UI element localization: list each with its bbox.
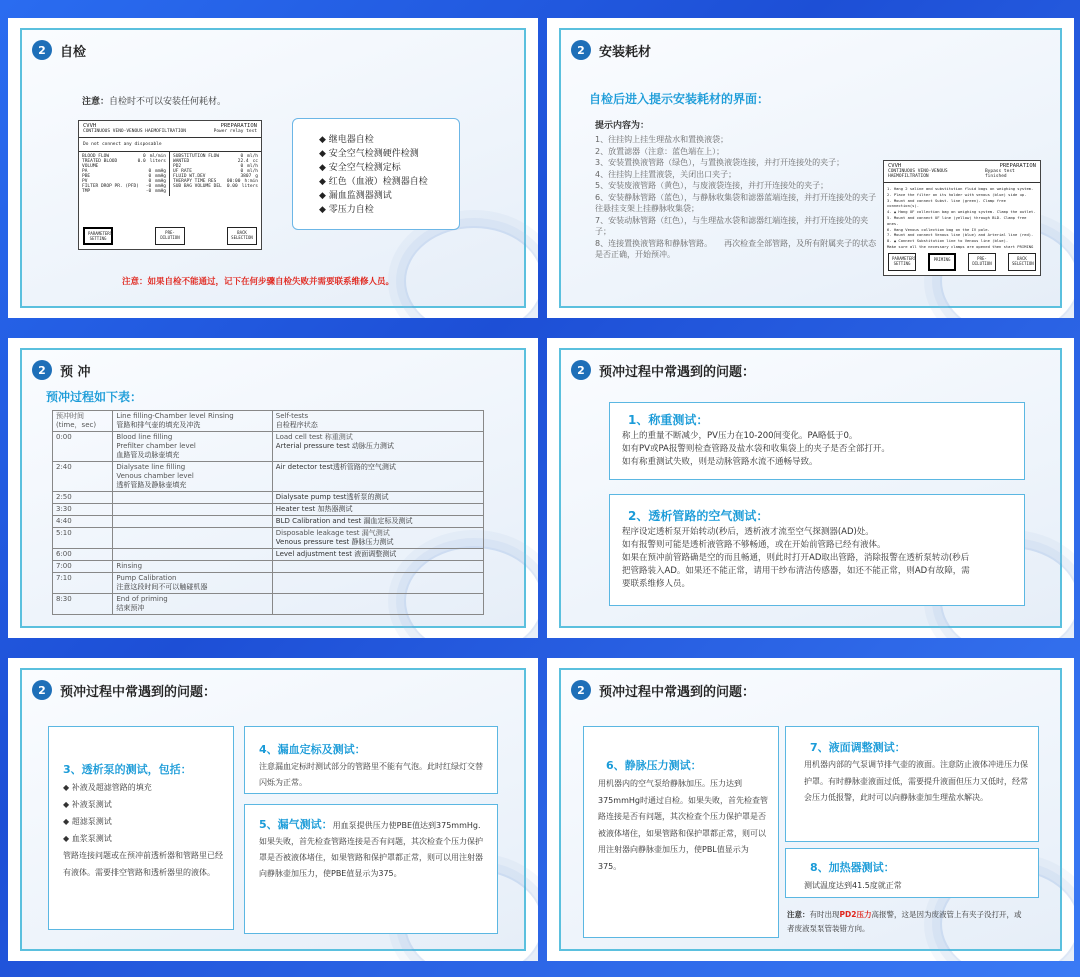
device-param-cell: -0 [145,184,152,189]
slide-priming-problems-2 [8,658,538,961]
card-text: 管路连接问题或在预冲前透析器和管路里已经有液体。需要排空管路和透析器里的液体。 [63,851,223,877]
parameters-setting-button[interactable]: PARAMETERS SETTING [888,253,916,271]
install-step: 4、往挂钩上挂置液袋，关闭出口夹子； [595,169,737,179]
list-item: ◆ 超滤泵测试 [63,813,225,830]
device-param-cell: 0 [240,164,244,169]
slide-priming-problems-1 [547,338,1074,638]
device-status: Bypass test finished [984,169,1015,179]
note-highlight: PD2压力 [839,910,872,919]
warning-text: 注意：如果自检不能通过，记下在何步骤自检失败并需要联系维修人员。 [122,277,395,287]
slide-number-badge: 2 [32,40,52,60]
slide-number-badge: 2 [571,40,591,60]
list-item: ◆ 补液及超滤管路的填充 [63,779,225,796]
install-step: 3、安装置换液管路（绿色），与置换液袋连接，并打开连接处的夹子； [595,158,845,167]
card-text: 注意漏血定标时测试部分的管路里不能有气泡。此时红绿灯交替闪烁为正常。 [259,762,483,787]
priming-button[interactable]: PRIMING [928,253,956,271]
device-param-cell: mmHg [155,189,166,194]
device-right-params [170,152,261,196]
self-test-item: ◆ 安全空气检测定标 [319,161,459,175]
table-cell [113,492,272,504]
parameters-setting-button[interactable]: PARAMETERS SETTING [83,227,113,245]
device-screen-install [883,160,1041,276]
table-row [53,504,484,516]
device-param-cell: mmHg [155,184,166,189]
device-message: Do not connect any disposable [79,137,261,151]
table-cell: Rinsing [113,561,272,573]
section-subheading: 提示内容为： [595,121,650,131]
back-selection-button[interactable]: BACK SELECTION [227,227,257,245]
section-heading: 预冲过程如下表： [46,390,143,404]
table-cell: Heater test 加热器测试 [272,504,483,516]
slide-priming [8,338,538,638]
device-param-cell: g [255,174,258,179]
back-selection-button[interactable]: BACK SELECTION [1008,253,1036,271]
slide-number-badge: 2 [32,680,52,700]
card-air-test [609,494,1025,606]
card-heater-test [785,848,1039,898]
self-test-items-callout [292,118,460,230]
install-step: 1、往挂钩上挂生理盐水和置换液袋； [595,135,729,144]
device-param-cell: 0 [240,169,244,174]
card-heading: 3、透析泵的测试，包括： [63,763,192,776]
note-block [787,908,1027,936]
table-row [53,462,484,492]
self-test-item: ◆ 漏血监测器测试 [319,189,459,203]
device-instruction-line: 5. Mount and connect UF line (yellow) through BLD. Clamp free ones. [887,214,1027,226]
device-param-cell: 0 [240,154,244,159]
table-cell: Dialysate line filling Venous chamber level 透析管路及静脉壶填充 [113,462,272,492]
pre-dilution-button[interactable]: PRE-DILUTION [968,253,996,271]
slide-title: 安装耗材 [599,44,652,60]
device-instruction-line: 3. Mount and connect Subst. line (green). Clamp free connection(s). [887,197,1006,209]
slide-number-badge: 2 [32,360,52,380]
slide-title: 预 冲 [60,364,91,380]
self-test-item: ◆ 零压力自检 [319,203,459,217]
table-cell: Level adjustment test 液面调整测试 [272,549,483,561]
section-heading: 自检后进入提示安装耗材的界面： [589,92,770,106]
self-test-item: ◆ 继电器自检 [319,133,459,147]
note-line [82,94,226,107]
card-line: 如有PV或PA报警则检查管路及盐水袋和收集袋上的夹子是否全部打开。 [622,444,890,454]
device-param-cell: BLOOD FLOW [82,154,110,159]
card-heading: 7、液面调整测试： [810,741,906,754]
device-param-cell: TREATED BLOOD VOLUME [82,159,118,169]
note-text: 自检时不可以安装任何耗材。 [109,97,227,107]
device-screen-self-test [78,120,262,250]
device-param-cell: liters [149,159,166,164]
table-cell [113,516,272,528]
device-param-cell: 0 [148,174,152,179]
note-label: 注意： [82,97,110,107]
table-cell [113,504,272,516]
slide-number-badge: 2 [571,360,591,380]
slide-priming-problems-3 [547,658,1074,961]
table-cell [113,528,272,549]
device-subtitle: CONTINUOUS VENO-VENOUS HAEMOFILTRATION [83,129,186,134]
device-param-cell: PV [82,179,88,184]
card-line: 如果在预冲前管路确是空的而且畅通，则此时打开AD取出管路，消除报警在透析泵转动(秒后把管路装入AD。如果还不能正常，请用干纱布清洁传感器，如还不能正常，则AD有故障，需要联系维修人员。 [622,553,970,589]
card-heading: 5、漏气测试： [259,818,333,831]
device-param-cell: WANTED [173,159,190,164]
card-line: 如有称重测试失败，则是动脉管路水流不通畅导致。 [622,457,818,467]
note-label: 注意： [787,910,810,919]
table-cell: Line filling-Chamber level Rinsing 管路和排气壶的填充及冲洗 [113,411,272,432]
card-leak-test [244,804,498,934]
slide-title: 自检 [60,44,87,60]
install-step: 2、放置滤器（注意：蓝色端在上）； [595,146,725,156]
card-heading: 2、透析管路的空气测试： [628,509,769,523]
table-cell: Disposable leakage test 漏气测试 Venous pressure test 静脉压力测试 [272,528,483,549]
table-cell: Pump Calibration 注意这段时间不可以触碰机器 [113,573,272,594]
card-heading: 1、称重测试： [628,413,709,427]
card-bld-test [244,726,498,794]
card-text: 测试温度达到41.5度就正常 [804,881,902,890]
table-row [53,516,484,528]
table-cell: 4:40 [53,516,113,528]
card-venous-pressure-test [583,726,779,938]
device-param-cell: THERAPY TIME RES [173,179,217,184]
table-cell [113,549,272,561]
device-param-cell: PBE [82,174,91,179]
device-param-cell: cc [252,159,258,164]
card-line: 如有报警则可能是透析液管路不够畅通，或在开始前管路已经有液体。 [622,540,886,550]
table-row [53,528,484,549]
table-cell: End of priming 结束预冲 [113,594,272,615]
device-instruction-line: 6. Hang Venous collection bag on the IV pole. [887,226,990,232]
device-param-cell: 0 [148,169,152,174]
slide-install-consumables [547,18,1074,318]
table-cell: Dialysate pump test透析泵的测试 [272,492,483,504]
device-param-cell: UF RATE [173,169,192,174]
table-row [53,492,484,504]
slide-number-badge: 2 [571,680,591,700]
device-param-cell: liters [241,184,258,189]
table-row [53,549,484,561]
table-cell: 7:00 [53,561,113,573]
table-cell: 0:00 [53,432,113,462]
card-pump-test [48,726,234,930]
table-cell: 预冲时间 (time，sec) [53,411,113,432]
table-row [53,561,484,573]
install-step: 6、安装静脉管路（蓝色），与静脉收集袋和滤器蓝端连接，并打开连接处的夹子 往悬挂支架上挂静脉收集袋； [595,192,877,213]
card-text: 用机器内的空气泵给静脉加压。压力达到375mmHg时通过自检。如果失败，首先检查管路连接是否有问题，其次检查个压力保护罩是否被液体堵住，如果管路和保护罩都正常，则可以用注射器向静脉壶加压力，使PBL值显示为375。 [598,779,768,871]
device-left-params [79,152,170,196]
list-item: ◆ 血浆泵测试 [63,830,225,847]
table-cell [272,561,483,573]
pre-dilution-button[interactable]: PRE-DILUTION [155,227,185,245]
device-param-cell: ml/h [247,169,258,174]
device-param-row [173,184,258,189]
device-param-cell: mmHg [155,169,166,174]
device-instruction-line: 1. Hang 2 saline and substitution fluid bags on weighing system. [887,186,1034,191]
card-heading: 4、漏血定标及测试： [259,743,366,756]
table-row [53,432,484,462]
device-param-cell: SUBSTITUTION FLOW [173,154,220,159]
card-text: 如果失败，首先检查管路连接是否有问题，其次检查个压力保护罩是否被液体堵住，如果管路和保护罩都正常，则可以用注射器向静脉壶加压力，使PBE值显示为375。 [259,837,483,878]
decor-swirl [404,226,538,318]
table-cell: 2:50 [53,492,113,504]
device-param-cell: 0 [143,154,146,159]
slide-title: 预冲过程中常遇到的问题： [60,684,217,700]
table-cell [272,573,483,594]
table-cell: Self-tests 自检程序状态 [272,411,483,432]
device-mode: PREPARATION [220,123,257,129]
table-cell: 2:40 [53,462,113,492]
device-instruction-lines [884,182,1040,253]
table-cell: 7:10 [53,573,113,594]
slide-title: 预冲过程中常遇到的问题： [599,684,756,700]
install-steps-list [595,134,877,261]
device-name: CVVH [83,123,97,129]
device-instruction-line: 7. Mount and connect Venous line (blue) and Arterial line (red). [887,232,1034,238]
note-text: 有时出现 [809,910,840,919]
table-cell: 8:30 [53,594,113,615]
card-weighing-test [609,402,1025,480]
device-param-cell: ml/h [247,164,258,169]
device-param-cell: TMP [82,189,91,194]
card-subheading: 用血泵提供压力使PBE值达到375mmHg. [332,821,481,830]
install-step: 5、安装废液管路（黄色），与废液袋连接，并打开连接处的夹子； [595,181,829,190]
card-line: 称上的重量不断减少，PV压力在10-200间变化。PA略低于0。 [622,431,858,441]
device-param-cell: mmHg [155,179,166,184]
table-row [53,411,484,432]
device-instruction-line: 4. ▲ Hang UF collection bag on weighing system. Clamp the outlet. [887,209,1036,215]
card-heading: 6、静脉压力测试： [606,759,702,772]
table-cell [272,594,483,615]
device-param-cell: SUB BAG VOLUME DEL [173,184,222,189]
card-heading: 8、加热器测试： [810,861,895,874]
card-level-adjust-test [785,726,1039,842]
table-row [53,573,484,594]
table-cell: Blood line filling Prefilter chamber level 血路管及动脉壶填充 [113,432,272,462]
device-param-cell: ml/min [149,154,166,159]
device-param-cell: -0 [145,189,152,194]
table-cell: 5:10 [53,528,113,549]
note-text: 高报警，这是因为废液管上有夹子没打开，或者废液泵泵管装错方向。 [787,910,1022,933]
device-param-cell: h:min [244,179,258,184]
device-subtitle: CONTINUOUS VENO-VENOUS HAEMOFILTRATION [888,169,948,179]
device-mode: PREPARATION [999,163,1036,169]
device-param-cell: ml/h [247,154,258,159]
device-param-cell: 22.4 [237,159,249,164]
device-instruction-line: 2. Place the filter on its holder with venous (blue) side up. [887,191,1027,197]
card-line: 程序设定透析泵开始转动(秒后，透析液才流至空气探测器(AD)处。 [622,527,874,537]
device-param-row [82,189,166,194]
device-instruction-line: 8. ▲ Connect Substitution line to Venous line (blue). [887,238,1009,244]
device-param-row [82,159,166,169]
device-param-cell: FLUID WT.DEV [173,174,206,179]
table-cell: 6:00 [53,549,113,561]
install-step: 8、连接置换液管路和静脉管路。 再次检查全部管路，及所有附属夹子的状态是否正确，开始预冲。 [595,238,877,259]
table-cell: Load cell test 称重测试 Arterial pressure test 动脉压力测试 [272,432,483,462]
table-cell: 3:30 [53,504,113,516]
device-param-cell: 3807 [240,174,252,179]
device-param-cell: FILTER DROP PR. (PFD) [82,184,139,189]
device-param-cell: 0 [148,179,152,184]
slide-title: 预冲过程中常遇到的问题： [599,364,756,380]
device-param-cell: 0.0 [137,159,146,164]
device-param-cell: PA [82,169,88,174]
self-test-item: ◆ 红色（血液）检测器自检 [319,175,459,189]
slide-self-test [8,18,538,318]
self-test-list [319,133,459,217]
table-row [53,594,484,615]
priming-table [52,410,484,615]
list-item: ◆ 补液泵测试 [63,796,225,813]
device-param-cell: PD2 [173,164,182,169]
device-status: Power relay test [213,129,257,134]
self-test-item: ◆ 安全空气检测硬件检测 [319,147,459,161]
device-param-cell: 00:00 [226,179,241,184]
card-text: 用机器内部的气泵调节排气壶的液面。注意防止液体冲进压力保护罩。有时静脉壶液面过低，需要提升液面但压力又低时，经常会压力低报警，此时可以向静脉壶加生理盐水解决。 [804,760,1028,802]
install-step: 7、安装动脉管路（红色），与生理盐水袋和滤器红端连接，并打开连接处的夹子； [595,215,869,236]
table-cell: BLD Calibration and test 漏血定标及测试 [272,516,483,528]
device-instruction-line: Make sure all the necessary clamps are opened then start PRIMING [887,243,1034,249]
device-param-cell: 0.00 [226,184,238,189]
device-param-cell: mmHg [155,174,166,179]
device-name: CVVH [888,163,902,169]
table-cell: Air detector test透析管路的空气测试 [272,462,483,492]
priming-table-wrap [52,410,484,615]
